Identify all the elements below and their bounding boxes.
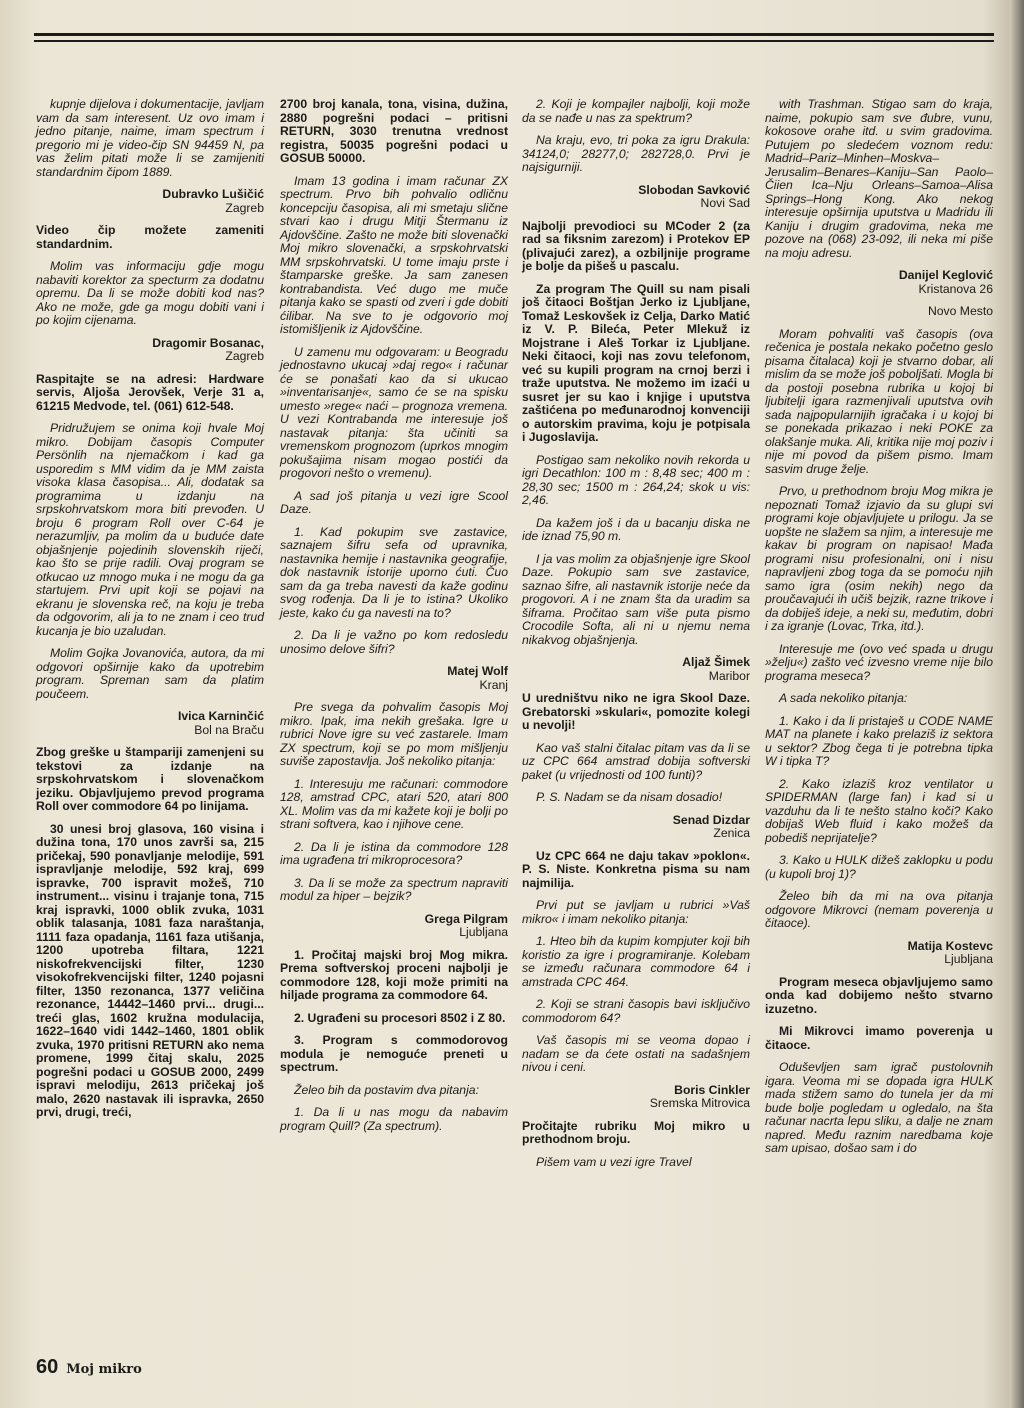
page-number: 60 — [36, 1356, 59, 1378]
letter-paragraph: A sad još pitanja u vezi igre Scool Daze. — [280, 488, 508, 516]
author-name: Senad Dizdar — [672, 812, 750, 827]
author-name: Ivica Karninčić — [177, 709, 264, 723]
author-location: Ljubljana — [944, 952, 993, 966]
editor-reply: 30 unesi broj glasova, 160 visina i dužina tona, 170 unos završi sa, 215 pričekaj, 590 ponavljanje melodije, 591 ispravljanje melodije, 592 kraj, 699 ispravke, 700 ispravit možeš, 710 instrument... visinu i trajanje tona, 715 kraj ispravki, 1000 oblik zvuka, 1031 oblik talasanja, 1081 faza naraštanja, 1111 faza opadanja, 1161 faza utišanja, 1200 upotreba filtara, 1221 niskofrekvencijski filter, 1230 visokofrekvencijski filter, 1240 pojasni filter, 1350 rezonanca, 1377 veličina rezonance, 14442–1460 prvi... drugi... treći glas, 1602 kružna modulacija, 1622–1640 vidi 1442–1460, 1801 oblik zvuka, 1970 pritisni RETURN ako nema promene, 1999 čitaj skalu, 2025 pogrešni podaci u GOSUB 2000, 2499 ispravi melodiju, 2613 pričekaj još malo, 2620 nastavak ili ispravka, 2650 prvi, drugi, treći, — [36, 821, 264, 1119]
letter-paragraph: Pre svega da pohvalim časopis Moj mikro. Ipak, ima nekih grešaka. Igre u rubrici Nove igre su već zastarele. Imam ZX spectrum, koji se po mom mišljenju suviše zapostavlja. Još nekoliko pitanja: — [280, 700, 508, 768]
letter-paragraph: 1. Interesuju me računari: commodore 128, amstrad CPC, atari 520, atari 800 XL. Molim vas da mi kažete koji je bolji po strani softvera, kao i njihove cene. — [280, 776, 508, 831]
editor-reply: 1. Pročitaj majski broj Mog mikra. Prema softverskoj proceni najbolji je commodore 128, koji može primiti na hiljade programa za commodore 64. — [280, 947, 508, 1002]
letter-paragraph: 2. Da li je važno po kom redosledu unosimo delove šifri? — [280, 628, 508, 656]
author-location: Zagreb — [225, 200, 264, 215]
top-rule — [34, 33, 994, 36]
letters-column-1 — [36, 98, 264, 1129]
author-location: Maribor — [708, 668, 750, 683]
author-location: Kristanova 26 — [918, 281, 993, 296]
letter-paragraph: Moram pohvaliti vaš časopis (ova rečenica je postala nekako početno geslo pisama čitalaca) koji je stvarno dobar, ali mislim da se može još poboljšati. Mogla bi da postoji posebna rubrika u kojoj bi ljubitelji igara razmenjivali uputstva ovih sada najpopularnijih igračaka i u kojoj bi se ponekada prikazao i neki POKE za olakšanje muka. Ali, kritika nije moj poziv i nije mi povod da pišem pismo. Imam sasvim druge želje. — [765, 326, 993, 476]
author-name: Dubravko Lušičić — [162, 187, 264, 201]
letter-paragraph: kupnje dijelova i dokumentacije, javljam vam da sam interesent. Uz ovo imam i jedno pitanje, naime, imam spectrum i pregorio mi je video-čip SN 94459 N, pa vas želim pitati može li se zamijeniti standardnim čipom 1889. — [36, 97, 264, 179]
letter-paragraph: Imam 13 godina i imam računar ZX spectrum. Prvo bih pohvalio odličnu koncepciju časopisa, ali mi smetaju slične stvari kao i drugu Mitji Štermanu iz Ajdovščine. Zašto ne može biti slovenački Moj mikro slovenački, a srpskohrvatski MM srpskohrvatski. U tome imaju prste i štamparske greške. Ja sam zanesen kontrabandista. Već dugo me muče pitanja kako se spasti od zveri i gde dobiti ćilibar. Na sve to je odgovorio moj istomišljenik iz Ajdovščine. — [280, 173, 508, 336]
author-location: Sremska Mitrovica — [649, 1096, 750, 1110]
letter-paragraph: 3. Da li se može za spectrum napraviti modul za hiper – bejzik? — [280, 875, 508, 903]
letter-paragraph: Želeo bih da postavim dva pitanja: — [294, 1082, 479, 1097]
page-footer — [36, 1356, 142, 1379]
author-location: Zenica — [713, 826, 750, 840]
author-name: Aljaž Šimek — [682, 655, 750, 669]
author-name: Grega Pilgram — [424, 911, 508, 926]
page-edge-shadow — [1010, 0, 1024, 1408]
author-location: Novi Sad — [700, 196, 750, 210]
letter-paragraph: Postigao sam nekoliko novih rekorda u igri Decathlon: 100 m : 8,48 sec; 400 m : 28,30 sec; 1500 m : 264,24; skok u vis: 2,46. — [522, 452, 750, 507]
author-name: Danijel Keglović — [898, 268, 993, 282]
letter-paragraph: Vaš časopis mi se veoma dopao i nadam se da ćete ostati na sadašnjem nivou i ceni. — [522, 1033, 750, 1074]
author-name: Matej Wolf — [447, 664, 508, 678]
editor-reply: Pročitajte rubriku Moj mikro u prethodnom broju. — [522, 1118, 750, 1146]
editor-reply: Najbolji prevodioci su MCoder 2 (za rad sa fiksnim zarezom) i Protekov EP (plivajući zarez), a ozbiljnije programe je bolje da pišeš u pascalu. — [522, 218, 750, 273]
author-name: Boris Cinkler — [674, 1082, 750, 1097]
letter-paragraph: 1. Kako i da li pristaješ u CODE NAME MAT na planete i kako prelaziš iz sektora u sektor? Zbog čega ti je potrebna tipka W i tipka T? — [765, 713, 993, 768]
author-location: Novo Mesto — [927, 304, 993, 318]
letters-column-4 — [765, 98, 993, 1165]
letter-paragraph: 2. Koji je kompajler najbolji, koji može da se nađe u nas za spektrum? — [522, 97, 750, 125]
letter-paragraph: Da kažem još i da u bacanju diska ne ide iznad 75,90 m. — [522, 515, 750, 543]
letter-paragraph: 2. Kako izlaziš kroz ventilator u SPIDERMAN (large fan) i kad si u vazduhu da li te nešto stalno koči? Kako dobijaš Web fluid i kako možeš da pobediš neprijatelje? — [765, 776, 993, 845]
editor-reply: Raspitajte se na adresi: Hardware servis, Aljoša Jerovšek, Verje 31 a, 61215 Medvode, tel. (061) 612-548. — [36, 371, 264, 413]
magazine-name: Moj mikro — [66, 1362, 142, 1377]
editor-reply: 3. Program s commodorovog modula je nemoguće preneti u spectrum. — [280, 1033, 508, 1074]
letter-paragraph: 2. Koji se strani časopis bavi isključivo commodorom 64? — [522, 997, 750, 1025]
letter-paragraph: Molim vas informaciju gdje mogu nabaviti korektor za specturm za dodatnu opremu. Da li se može dobiti kod nas? Ako ne može, gde ga mogu dobiti vani i po kojim cijenama. — [36, 259, 264, 327]
editor-reply: Za program The Quill su nam pisali još čitaoci Boštjan Jerko iz Ljubljane, Tomaž Leskovšek iz Celja, Darko Matić iz V. P. Bileća, Peter Mlekuž iz Mojstrane i Aleš Torkar iz Ljubljane. Neki čitaoci, koji nas zovu telefonom, već su kupili program na crnoj berzi i traže uputstva. Ne možemo im izaći u susret jer su kao i knjige i uputstva zaštićena po međunarodnoj konvenciji o autorskim pravima, koju je potpisala i Jugoslavija. — [522, 281, 750, 444]
letter-paragraph: 2. Da li je istina da commodore 128 ima ugrađena tri mikroprocesora? — [280, 839, 508, 867]
letter-paragraph: I ja vas molim za objašnjenje igre Skool Daze. Pokupio sam sve zastavice, saznao šifre, ali nastavnik istorije neće da progovori. A i ne znam šta da uradim sa šiframa. Pročitao sam više puta pismo Crocodile Softa, ali ni u njemu nema nikakvog objašnjenja. — [522, 551, 750, 647]
letter-paragraph: Pridružujem se onima koji hvale Moj mikro. Dobijam časopis Computer Persönlih na njemačkom i kad ga usporedim s MM vidim da je MM zaista visoka klasa časopisa... Ali, dodatak sa programima u izdanju na srpskohrvatskom mora biti prevođen. U broju 6 program Roll over C-64 je nerazumljiv, pa molim da u buduće date objašnjenje pojedinih slovenskih riječi, kao što se prije radili. Ovaj program se otkucao uz mnogo muka i ne mogu da ga startujem. Prvi upit koji se pojavi na ekranu je slovenska reč, na koju je treba da odgovorim, ali ja to ne znam i ceo trud kucanja je bio uzaludan. — [36, 421, 264, 638]
author-location: Ljubljana — [459, 925, 508, 939]
author-name: Matija Kostevc — [907, 938, 993, 953]
top-rule-thin — [34, 40, 994, 42]
editor-reply: 2. Ugrađeni su procesori 8502 i Z 80. — [294, 1010, 506, 1025]
editor-reply: Zbog greške u štampariji zamenjeni su tekstovi za izdanje na srpskohrvatskom i slovenačkom jeziku. Objavljujemo prevod programa Roll over commodore 64 po linijama. — [36, 745, 264, 813]
letter-paragraph: 3. Kako u HULK dižeš zaklopku u podu (u kupoli broj 1)? — [765, 853, 993, 881]
letter-paragraph: Pišem vam u vezi igre Travel — [536, 1154, 692, 1169]
editor-reply: 2700 broj kanala, tona, visina, dužina, 2880 pogrešni podaci – pritisni RETURN, 3030 trenutna vrednost registra, 50035 pogrešni podaci u GOSUB 50000. — [280, 97, 508, 165]
letters-column-2 — [280, 98, 508, 1142]
editor-reply: Mi Mikrovci imamo poverenja u čitaoce. — [765, 1024, 993, 1052]
editor-reply: Uz CPC 664 ne daju takav »poklon«. P. S. Niste. Konkretna pisma su nam najmilija. — [522, 848, 750, 890]
author-name: Dragomir Bosanac, — [152, 335, 264, 350]
letter-paragraph: Prvi put se javljam u rubrici »Vaš mikro« i imam nekoliko pitanja: — [522, 898, 750, 926]
letter-paragraph: P. S. Nadam se da nisam dosadio! — [536, 790, 723, 804]
letter-paragraph: 1. Kad pokupim sve zastavice, saznajem šifru sefa od upravnika, nastavnika hemije i nastavnika geografije, dok nastavnik istorije uporno ćuti. Čuo sam da ga treba navesti da kaže godinu svog rođenja. Da li je to istina? Ukoliko jeste, kako ću ga navesti na to? — [280, 524, 508, 620]
letter-paragraph: A sada nekoliko pitanja: — [779, 691, 908, 705]
letter-paragraph: Oduševljen sam igrač pustolovnih igara. Veoma mi se dopada igra HULK mada stižem samo do tunela jer da mi bude bolje pogledam u ogledalo, na šta računar nacrta lepu sliku, a dalje ne znam napred. Među raznim naredbama koje sam upisao, došao sam i do — [765, 1060, 993, 1155]
letter-paragraph: Interesuje me (ovo već spada u drugu »želju«) zašto već izvesno vreme nije bilo programa meseca? — [765, 641, 993, 683]
letter-paragraph: Na kraju, evo, tri poka za igru Drakula: 34124,0; 28277,0; 282728,0. Prvi je najsigurniji. — [522, 133, 750, 174]
letter-paragraph: Želeo bih da mi na ova pitanja odgovore Mikrovci (nemam poverenja u čitaoce). — [765, 889, 993, 930]
author-location: Zagreb — [225, 349, 264, 363]
editor-reply: Video čip možete zameniti standardnim. — [36, 223, 264, 251]
letter-paragraph: Molim Gojka Jovanovića, autora, da mi odgovori opširnije kako da upotrebim program. Spreman sam da platim poučeem. — [36, 646, 264, 701]
editor-reply: U uredništvu niko ne igra Skool Daze. Grebatorski »skulari«, pomozite kolegi u nevolji! — [522, 691, 750, 732]
letter-paragraph: with Trashman. Stigao sam do kraja, naime, pokupio sam sve đubre, vunu, kokosove orahe itd. u svim gradovima. Putujem po sledećem voznom redu: Madrid–Pariz–Minhen–Moskva–Jerusalim–Benares–Kaniju–San Paolo–Čiien Ica–Nju Orleans–Samoa–Alisa Springs–Hong Kong. Ako nekog interesuje opširnija uputstva u Madridu ili Kaniju i drugim gradovima, neka me pozove na (068) 23-092, ili neka mi piše na moju adresu. — [765, 97, 993, 260]
author-name: Slobodan Savković — [638, 182, 750, 197]
letter-paragraph: 1. Hteo bih da kupim kompjuter koji bih koristio za igre i programiranje. Kolebam se između računara commodore 64 i amstrada CPC 464. — [522, 934, 750, 989]
letter-paragraph: U zamenu mu odgovaram: u Beogradu jednostavno ukucaj »daj rego« i računar će se ponašati kao da si ukucao »inventarisanje«, samo će se na spisku umesto »rege« naći – prognoza vremena. U vezi Kontrabanda me interesuje još nastavak pitanja: šta učiniti sa vremenskom prognozom (uprkos mnogim pokušajima nisam mogao postići da progovori nešto o vremenu). — [280, 344, 508, 480]
letter-paragraph: 1. Da li u nas mogu da nabavim program Quill? (Za spectrum). — [280, 1105, 508, 1133]
editor-reply: Program meseca objavljujemo samo onda kad dobijemo nešto stvarno izuzetno. — [765, 974, 993, 1016]
letter-paragraph: Kao vaš stalni čitalac pitam vas da li se uz CPC 664 amstrad dobija softverski paket (u vrijednosti od 100 funti)? — [522, 740, 750, 782]
letter-paragraph: Prvo, u prethodnom broju Mog mikra je nepoznati Tomaž izjavio da su glupi svi programi koje objavljujete u prilogu. Ja se uopšte ne slažem sa njim, a interesuje me kakav bi program on napisao! Mađa programi nisu profesionalni, oni i nisu napravljeni zbog toga da se pomoću njih samo igra (osim nekih) nego da proučavajući ih učiš bejzik, razne trikove i da dobiješ ideje, a neki su, međutim, dobri i za igranje (Lovac, Trka, itd.). — [765, 484, 993, 633]
author-location: Kranj — [479, 677, 508, 692]
letters-column-3 — [522, 98, 750, 1178]
author-location: Bol na Braču — [194, 722, 264, 737]
